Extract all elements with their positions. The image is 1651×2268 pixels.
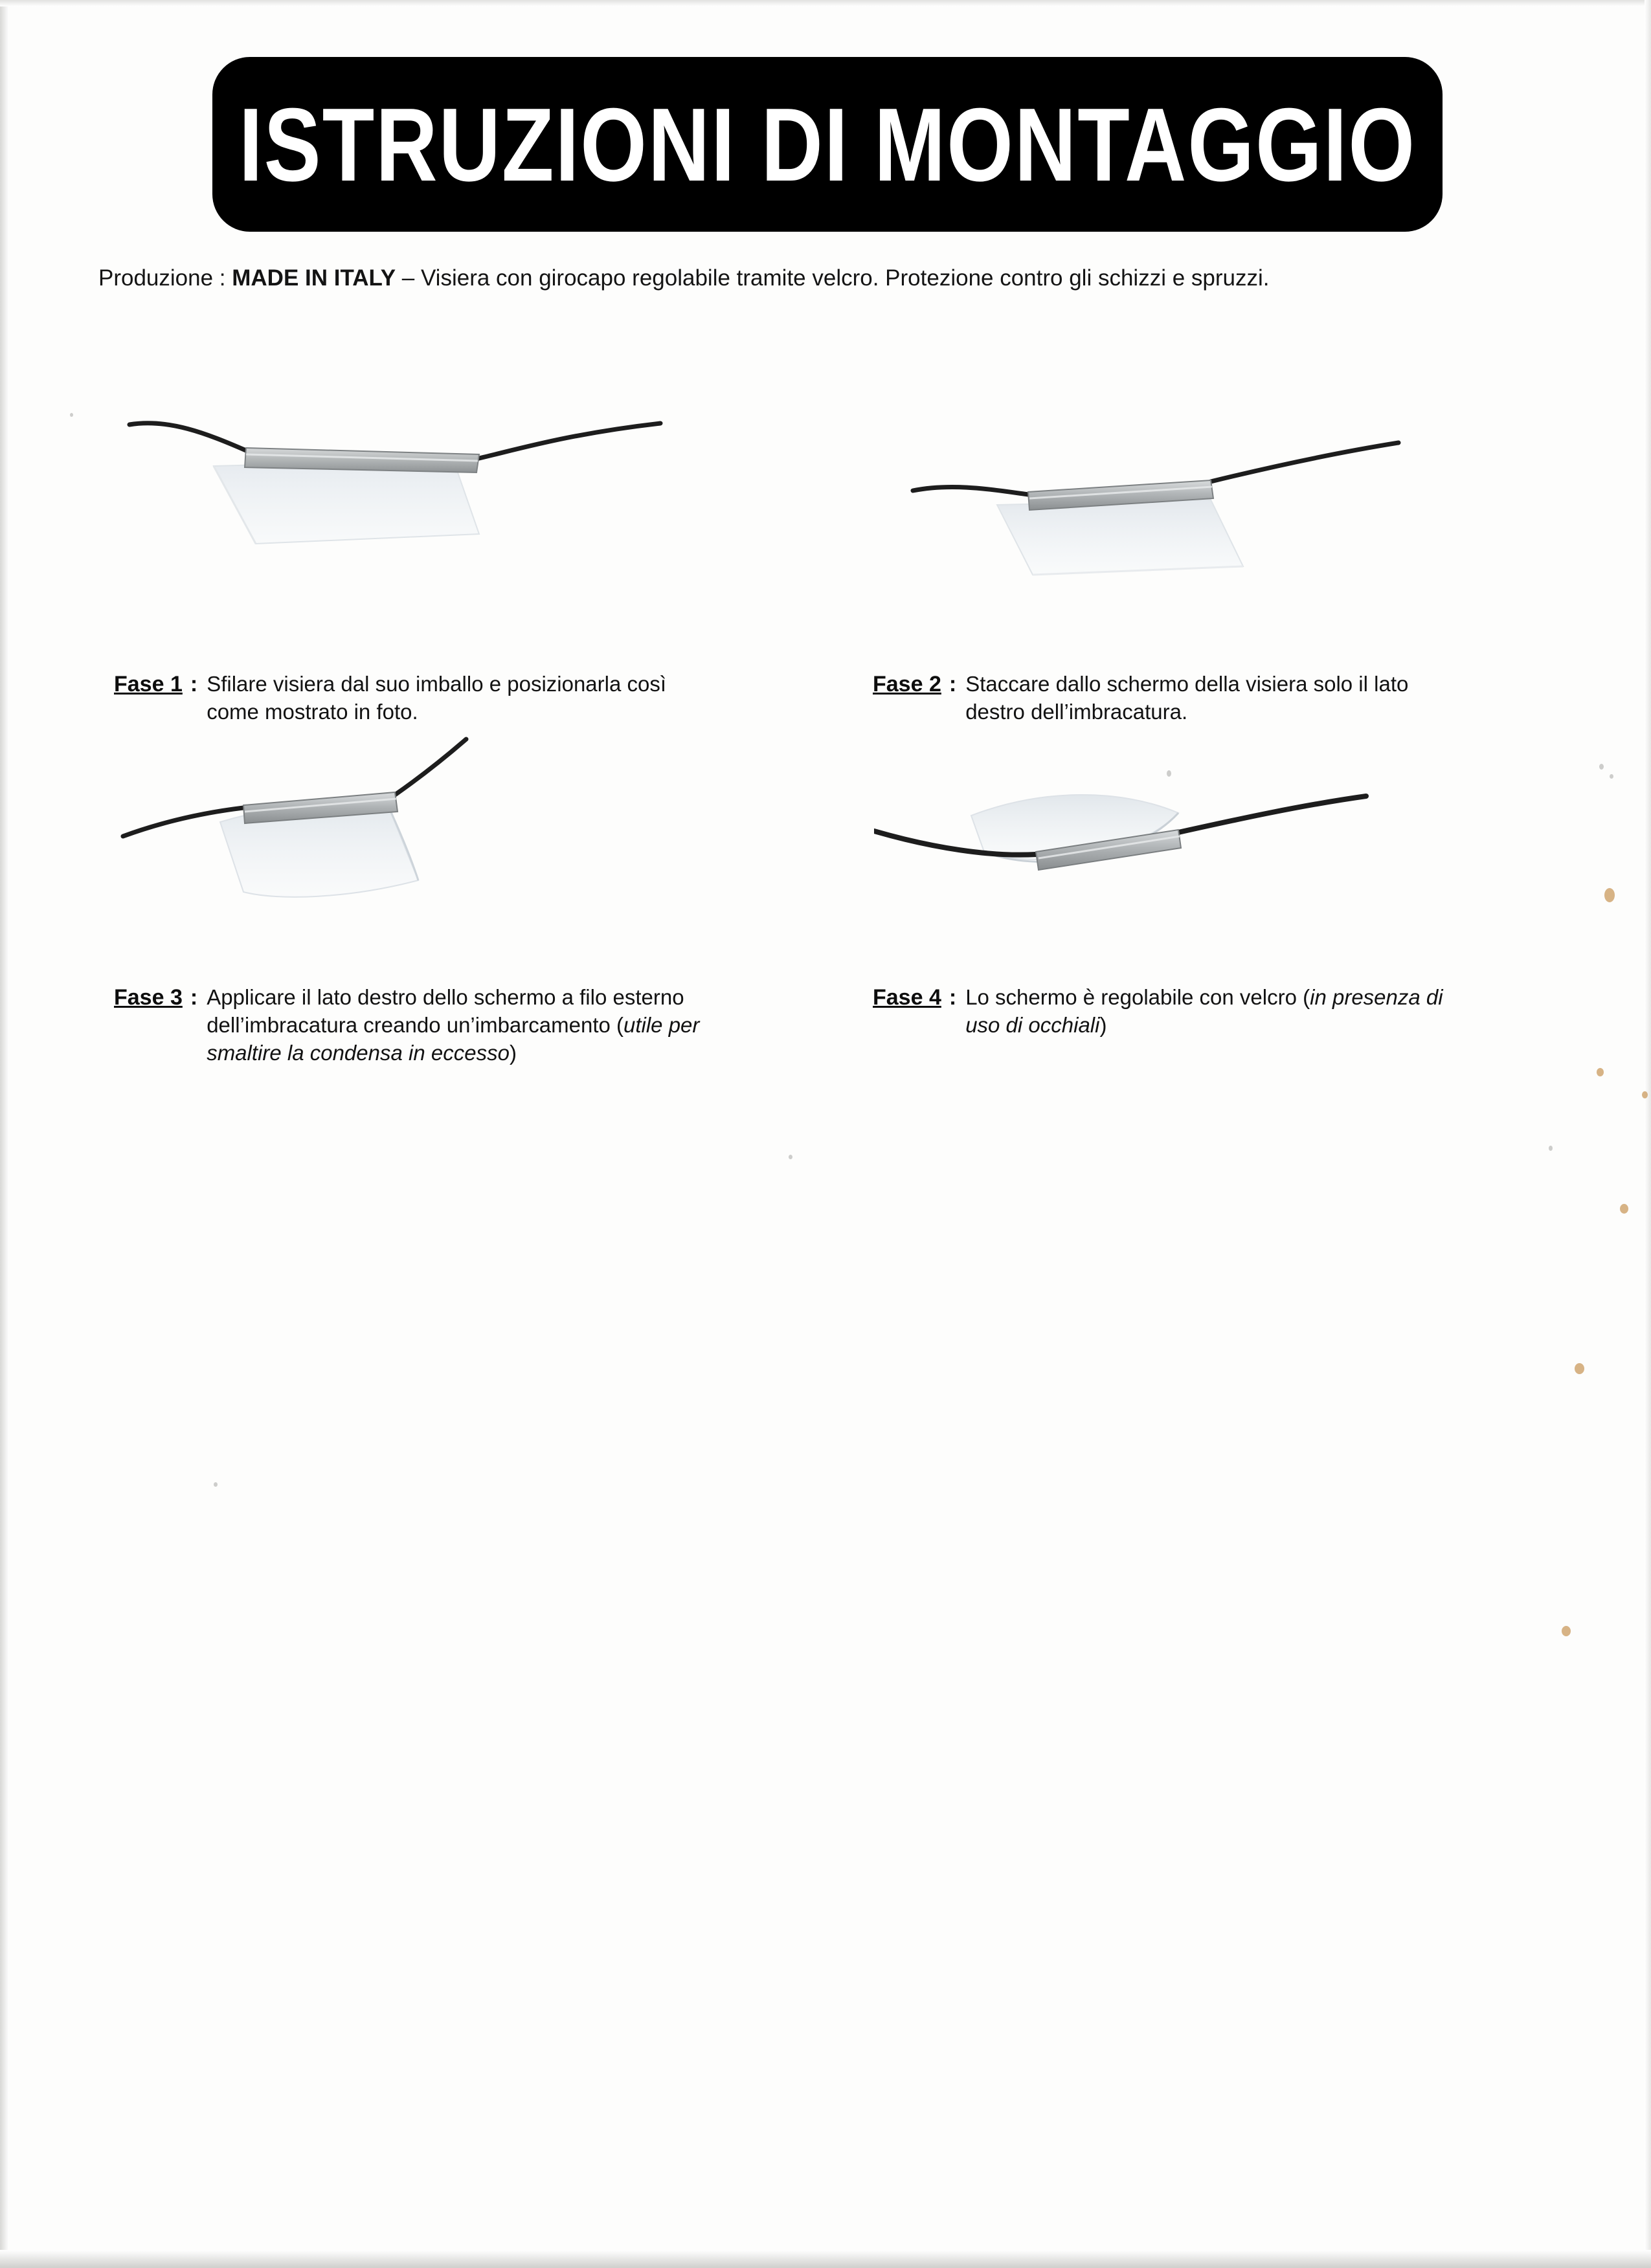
- step-1-label: Fase 1: [114, 672, 183, 696]
- step-4-text-part-1: Lo schermo è regolabile con velcro (: [965, 985, 1310, 1009]
- scan-edge-right: [1645, 0, 1651, 2268]
- step-3: [114, 984, 710, 1067]
- figure-step-4: [874, 777, 1431, 984]
- producer-label: Produzione :: [98, 265, 232, 291]
- visiera-right-side-detached-photo: [906, 427, 1463, 660]
- scan-edge-top: [0, 0, 1651, 6]
- step-4-text-part-2: in presenza di uso di occhiali: [965, 985, 1443, 1037]
- intro-paragraph: [98, 265, 1562, 291]
- scan-speck: [1549, 1146, 1553, 1151]
- scan-speck: [789, 1155, 792, 1159]
- step-3-text-part-2: utile per smaltire la condensa in eccesso: [207, 1012, 700, 1065]
- step-4: [873, 984, 1455, 1040]
- step-1-colon: :: [190, 672, 198, 696]
- figure-step-3: [117, 725, 673, 984]
- scan-stain: [1620, 1204, 1628, 1214]
- scan-stain: [1597, 1068, 1604, 1076]
- scan-speck: [70, 413, 73, 417]
- step-1: [114, 671, 697, 726]
- step-2: [873, 671, 1455, 726]
- figure-step-1: [117, 395, 673, 641]
- scan-speck: [214, 1482, 218, 1487]
- scan-stain: [1562, 1626, 1571, 1636]
- step-3-text-part-3: ): [509, 1040, 517, 1065]
- step-4-text-part-3: ): [1099, 1012, 1107, 1037]
- visiera-flat-photo: [117, 395, 673, 641]
- step-4-colon: :: [949, 985, 957, 1010]
- step-2-colon: :: [949, 672, 957, 696]
- scan-edge-left: [0, 0, 9, 2268]
- visiera-velcro-adjust-photo: [874, 777, 1431, 984]
- page-title: ISTRUZIONI DI MONTAGGIO: [238, 86, 1417, 203]
- made-in-italy-label: MADE IN ITALY: [232, 265, 396, 291]
- scan-speck: [1167, 770, 1171, 777]
- step-3-text-part-1: Applicare il lato destro dello schermo a filo esterno dell’imbracatura creando un’imbarcamento (: [207, 985, 684, 1037]
- figure-step-2: [906, 427, 1463, 660]
- step-1-text: Sfilare visiera dal suo imballo e posizionarla così come mostrato in foto.: [207, 672, 667, 724]
- scan-stain: [1642, 1091, 1648, 1098]
- scan-edge-bottom: [0, 2250, 1651, 2268]
- step-2-text: Staccare dallo schermo della visiera solo il lato destro dell’imbracatura.: [965, 672, 1409, 724]
- step-2-label: Fase 2: [873, 672, 941, 696]
- scan-stain: [1604, 888, 1615, 902]
- title-banner: [212, 57, 1443, 232]
- step-4-text: [965, 984, 1455, 1040]
- scan-speck: [1599, 764, 1604, 770]
- step-4-label: Fase 4: [873, 985, 941, 1010]
- step-3-colon: :: [190, 985, 198, 1010]
- scan-speck: [1610, 774, 1613, 779]
- scan-stain: [1575, 1363, 1584, 1374]
- step-3-text: [207, 984, 710, 1067]
- product-description: – Visiera con girocapo regolabile tramite velcro. Protezione contro gli schizzi e spruzzi.: [396, 265, 1270, 291]
- step-3-label: Fase 3: [114, 985, 183, 1010]
- visiera-curved-screen-photo: [117, 725, 673, 984]
